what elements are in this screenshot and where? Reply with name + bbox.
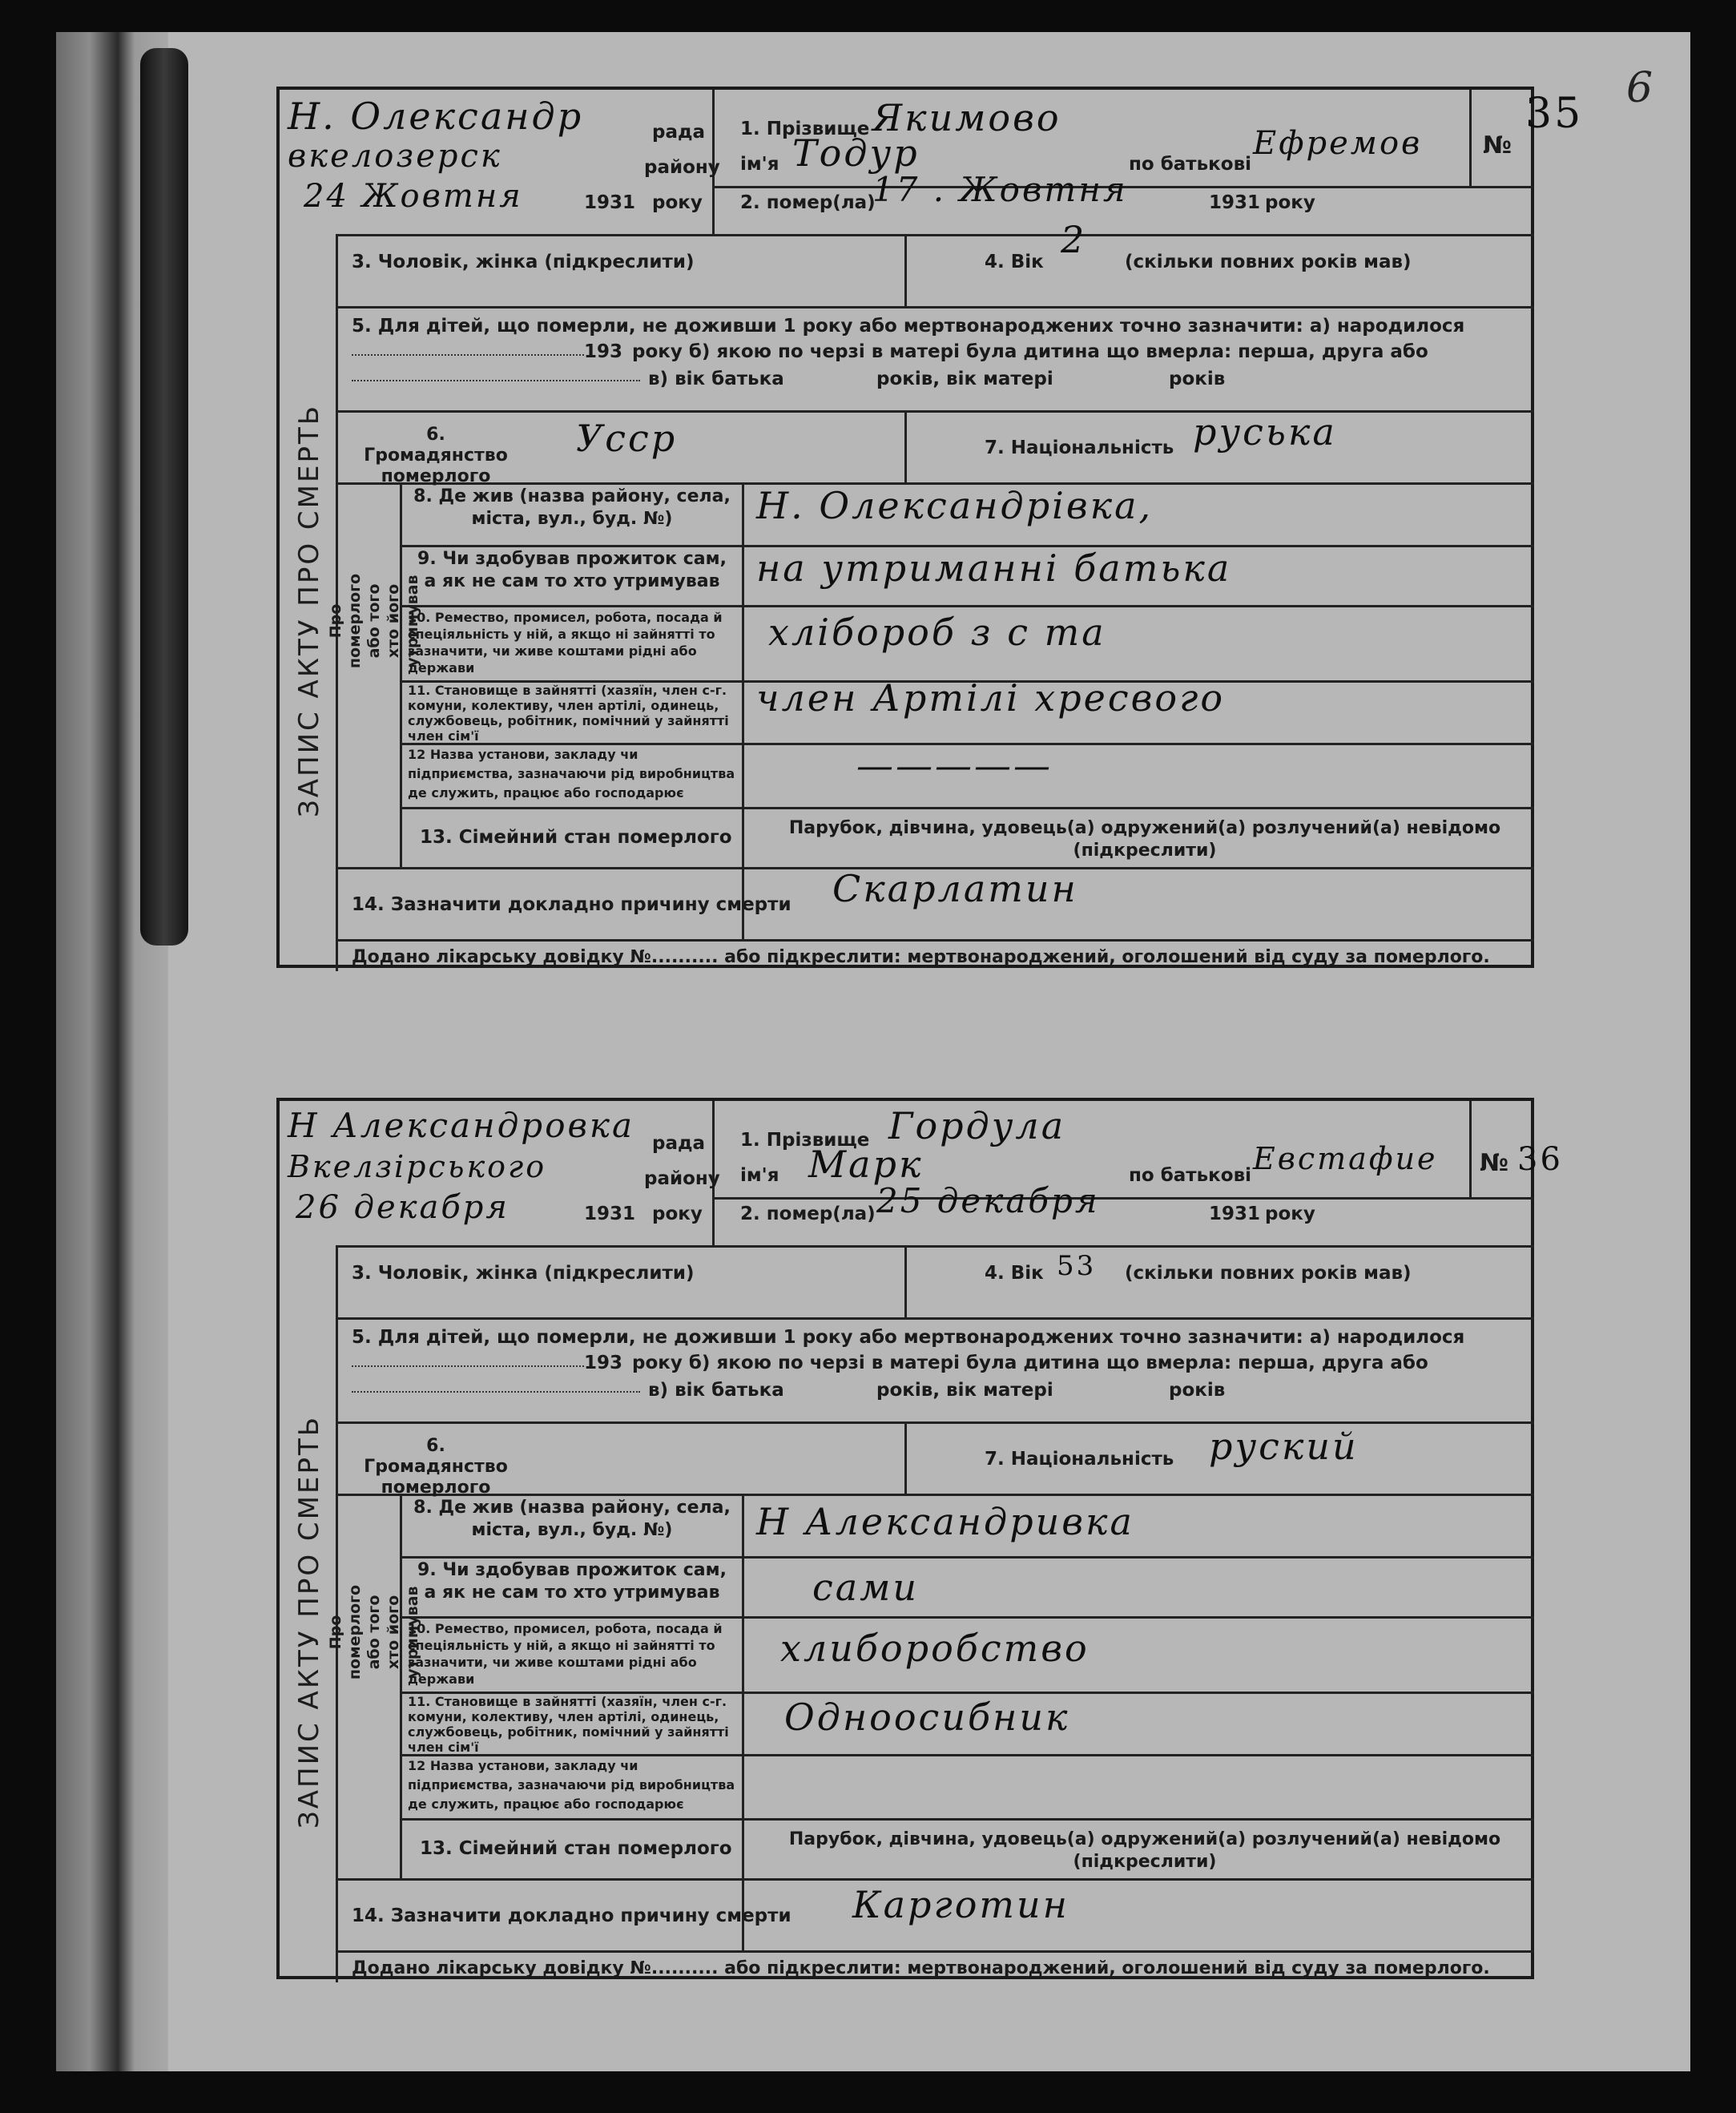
surname-value: Якимово — [872, 96, 1061, 139]
registry-rayon: вкелозерск — [288, 138, 502, 175]
died-label: 2. помер(ла) — [740, 192, 876, 213]
institution-value: ————— — [856, 744, 1053, 787]
status-value: член Артілі хресвого — [756, 676, 1226, 720]
children-line-2: року б) якою по черзі в матері була дитина що вмерла: перша, друга або — [632, 341, 1428, 362]
footer-note: Додано лікарську довідку №.......... або підкреслити: мертвонароджений, оголошений від суду за померлого. — [352, 947, 1490, 967]
nationality-value: руский — [1209, 1425, 1359, 1468]
residence-value: Н. Олександрівка, — [756, 484, 1154, 527]
patronymic-value: Евстафие — [1253, 1141, 1438, 1176]
name-label: ім'я — [740, 1165, 779, 1186]
occupation-label: 10. Ремество, промисел, робота, посада й спеціяльність у ній, а якщо ні зайнятті то зазначити, чи живе коштами рідні або держави — [408, 610, 723, 675]
roku-label: року — [652, 1204, 703, 1224]
death-date-value: 17 . Жовтня — [872, 170, 1128, 209]
rayonu-label: району — [644, 157, 720, 178]
age-suffix: (скільки повних років мав) — [1125, 252, 1412, 272]
children-line-3c: років — [1169, 369, 1226, 389]
cause-label: 14. Зазначити докладно причину смерти — [352, 894, 791, 915]
children-line-3b: років, вік матері — [876, 369, 1053, 389]
age-label: 4. Вік — [985, 1263, 1044, 1284]
cause-value: Скарлатин — [832, 867, 1078, 910]
year-suffix: 1 — [622, 192, 636, 213]
nationality-label: 7. Національність — [985, 438, 1174, 458]
registry-rada: Н. Олександр — [288, 95, 584, 138]
occupation-label: 10. Ремество, промисел, робота, посада й спеціяльність у ній, а якщо ні зайнятті то зазначити, чи живе коштами рідні або держави — [408, 1621, 723, 1687]
footer-note: Додано лікарську довідку №.......... або підкреслити: мертвонароджений, оголошений від суду за померлого. — [352, 1958, 1490, 1978]
patronymic-value: Ефремов — [1253, 125, 1423, 162]
surname-value: Гордула — [888, 1104, 1066, 1147]
age-label: 4. Вік — [985, 252, 1044, 272]
livelihood-value: на утриманні батька — [756, 546, 1232, 590]
record-number: 36 — [1517, 1141, 1563, 1178]
marital-label: 13. Сімейний стан померлого — [420, 1838, 732, 1859]
livelihood-label: 9. Чи здобував прожиток сам, а як не сам то хто утримував — [417, 1560, 727, 1603]
registry-date: 24 Жовтня — [304, 178, 523, 215]
death-date-value: 25 декабря — [876, 1181, 1100, 1220]
marital-label: 13. Сімейний стан померлого — [420, 827, 732, 848]
surname-label: 1. Прізвище — [740, 119, 870, 139]
record-number: 35 — [1525, 90, 1584, 138]
year-prefix: 193 — [584, 192, 623, 213]
roku-label: року — [1265, 192, 1315, 213]
sex-label: 3. Чоловік, жінка (підкреслити) — [352, 1263, 695, 1284]
year-suffix: 1 — [1247, 1204, 1261, 1224]
side-subtitle: Про померлого або того хто його утримував — [327, 1584, 421, 1680]
page-mark: 6 — [1626, 64, 1653, 112]
livelihood-value: сами — [812, 1566, 919, 1609]
children-line-1: 5. Для дітей, що померли, не доживши 1 року або мертвонароджених точно зазначити: а) народилося — [352, 316, 1465, 337]
roku-label: року — [1265, 1204, 1315, 1224]
year-prefix: 193 — [584, 341, 623, 362]
died-label: 2. помер(ла) — [740, 1204, 876, 1224]
residence-label: 8. Де жив (назва району, села, міста, вул., буд. №) — [413, 486, 731, 529]
age-value: 2 — [1061, 218, 1087, 261]
death-record-form-2 — [276, 1098, 1563, 1979]
number-sign: № — [1483, 131, 1512, 159]
status-label: 11. Становище в зайнятті (хазяїн, член с-г. комуни, колективу, член артілі, одинець, службовець, робітник, помічний у зайнятті член сім'ї — [408, 1694, 729, 1755]
institution-label: 12 Назва установи, закладу чи підприємства, зазначаючи рід виробництва де служить, працює або господарює — [408, 1758, 735, 1812]
year-prefix: 193 — [584, 1353, 623, 1373]
occupation-value: хлібороб з с та — [768, 611, 1106, 654]
registry-rada: Н Александровка — [288, 1106, 635, 1145]
roku-label: року — [652, 192, 703, 213]
citizenship-label: 6. Громадянство померлого — [364, 425, 508, 486]
occupation-value: хлиборобство — [780, 1627, 1090, 1670]
children-line-3b: років, вік матері — [876, 1380, 1053, 1401]
year-prefix: 193 — [1209, 192, 1248, 213]
number-sign: № — [1480, 1149, 1509, 1177]
residence-value: Н Александривка — [756, 1500, 1134, 1543]
citizenship-label: 6. Громадянство померлого — [364, 1436, 508, 1498]
year-prefix: 193 — [1209, 1204, 1248, 1224]
side-title: ЗАПИС АКТУ ПРО СМЕРТЬ — [293, 403, 325, 818]
name-value: Марк — [808, 1143, 924, 1186]
nationality-value: руська — [1193, 410, 1337, 454]
name-label: ім'я — [740, 154, 779, 175]
side-subtitle: Про померлого або того хто його утримував — [327, 573, 421, 669]
children-line-1: 5. Для дітей, що померли, не доживши 1 року або мертвонароджених точно зазначити: а) народилося — [352, 1327, 1465, 1348]
year-prefix: 193 — [584, 1204, 623, 1224]
patronymic-label: по батькові — [1129, 154, 1252, 175]
age-value: 53 — [1057, 1250, 1097, 1282]
year-suffix: 1 — [1247, 192, 1261, 213]
status-label: 11. Становище в зайнятті (хазяїн, член с-г. комуни, колективу, член артілі, одинець, службовець, робітник, помічний у зайнятті член сім'ї — [408, 683, 729, 744]
registry-rayon: Вкелзірського — [288, 1149, 547, 1184]
patronymic-label: по батькові — [1129, 1165, 1252, 1186]
children-line-3a: в) вік батька — [648, 1380, 784, 1401]
rada-label: рада — [652, 1133, 706, 1154]
cause-value: Карготин — [852, 1883, 1069, 1926]
institution-label: 12 Назва установи, закладу чи підприємства, зазначаючи рід виробництва де служить, працює або господарює — [408, 747, 735, 800]
death-record-form-1 — [276, 87, 1584, 968]
marital-options: Парубок, дівчина, удовець(а) одружений(а) розлучений(а) невідомо (підкреслити) — [788, 1829, 1501, 1872]
nationality-label: 7. Національність — [985, 1449, 1174, 1470]
citizenship-value: Усср — [576, 417, 678, 460]
age-suffix: (скільки повних років мав) — [1125, 1263, 1412, 1284]
status-value: Одноосибник — [784, 1696, 1070, 1739]
marital-options: Парубок, дівчина, удовець(а) одружений(а) розлучений(а) невідомо (підкреслити) — [788, 818, 1501, 861]
residence-label: 8. Де жив (назва району, села, міста, вул., буд. №) — [413, 1498, 731, 1540]
registry-date: 26 декабря — [296, 1189, 510, 1226]
name-value: Тодур — [792, 131, 920, 175]
children-line-3c: років — [1169, 1380, 1226, 1401]
children-line-2: року б) якою по черзі в матері була дитина що вмерла: перша, друга або — [632, 1353, 1428, 1373]
children-line-3a: в) вік батька — [648, 369, 784, 389]
year-suffix: 1 — [622, 1204, 636, 1224]
surname-label: 1. Прізвище — [740, 1130, 870, 1151]
sex-label: 3. Чоловік, жінка (підкреслити) — [352, 252, 695, 272]
rada-label: рада — [652, 122, 706, 143]
side-title: ЗАПИС АКТУ ПРО СМЕРТЬ — [293, 1414, 325, 1829]
livelihood-label: 9. Чи здобував прожиток сам, а як не сам то хто утримував — [417, 549, 727, 591]
cause-label: 14. Зазначити докладно причину смерти — [352, 1905, 791, 1926]
rayonu-label: району — [644, 1168, 720, 1189]
torn-edge — [140, 48, 188, 946]
